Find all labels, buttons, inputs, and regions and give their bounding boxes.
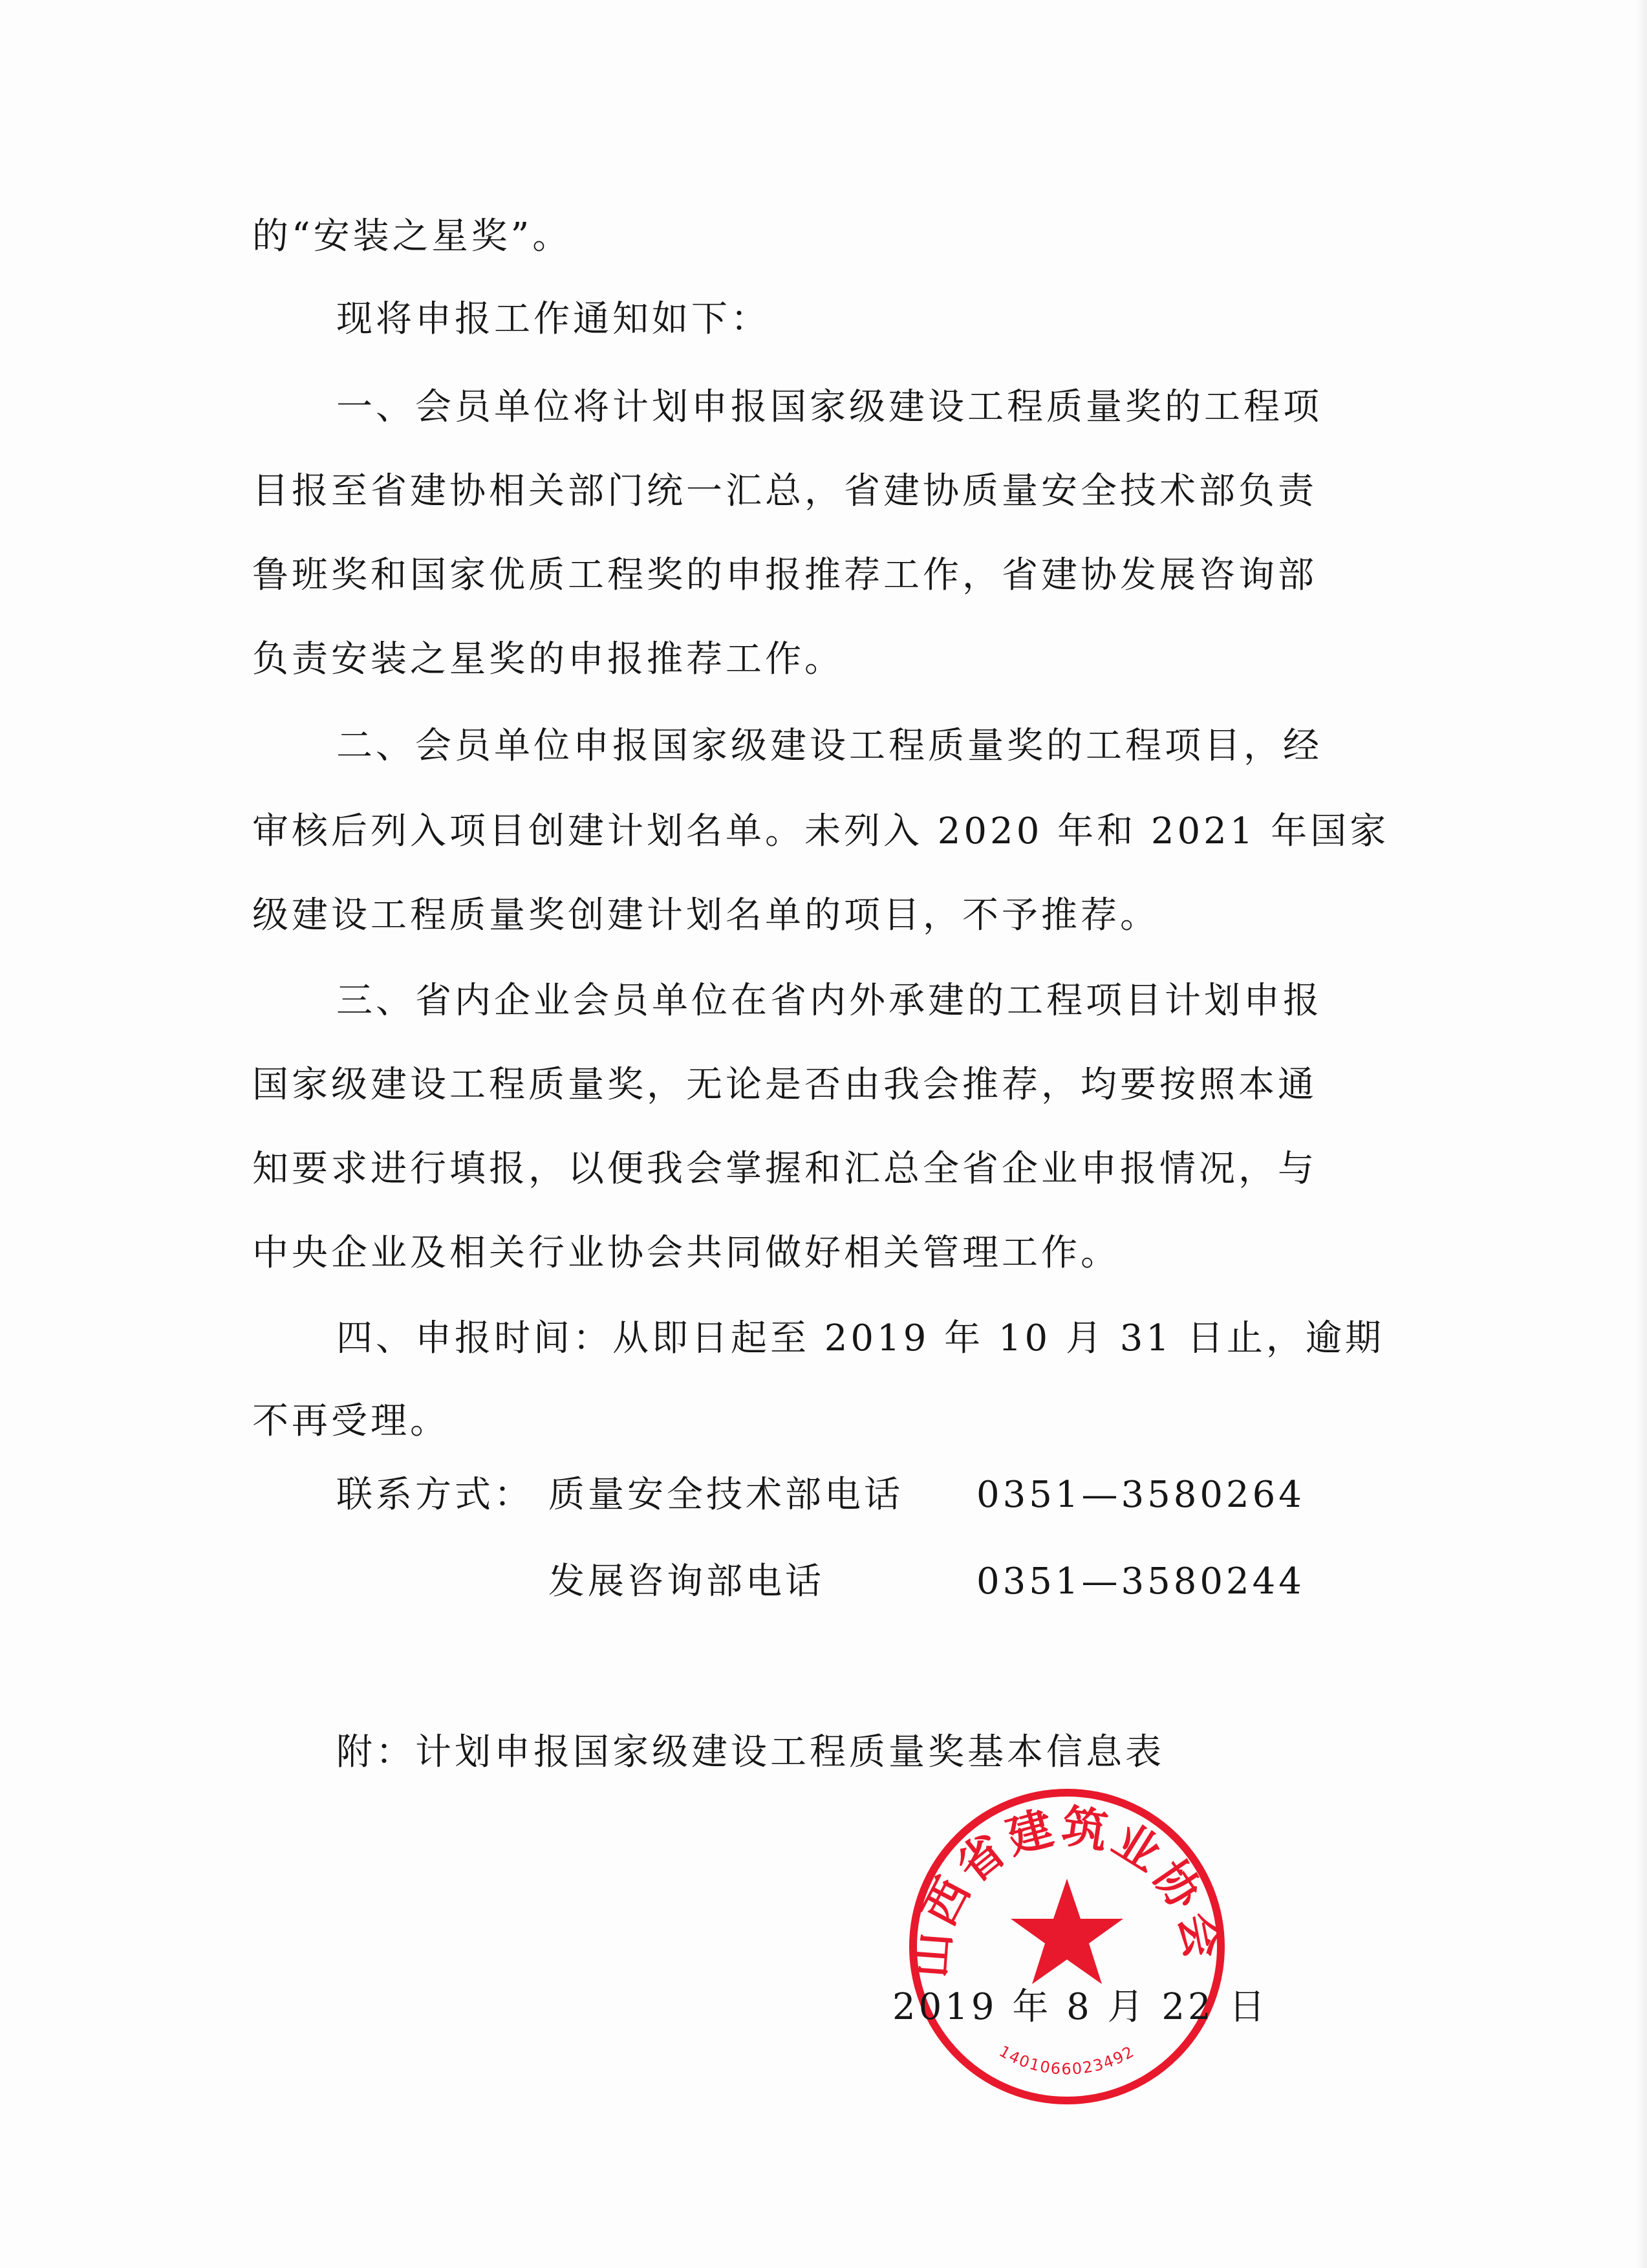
text-line-3: 一、会员单位将计划申报国家级建设工程质量奖的工程项 [336,386,1322,428]
seal-graphic [902,1782,1232,2111]
contact-phone-development: 0351—3580244 [976,1561,1305,1603]
text-line-14: 四、申报时间：从即日起至 2019 年 10 月 31 日止，逾期 [336,1317,1384,1359]
text-line-15: 不再受理。 [252,1400,449,1442]
text-line-13: 中央企业及相关行业协会共同做好相关管理工作。 [252,1232,1120,1274]
text-line-6: 负责安装之星奖的申报推荐工作。 [252,638,844,680]
seal-code: 1401066023492 [996,2042,1138,2079]
text-line-11: 国家级建设工程质量奖，无论是否由我会推荐，均要按照本通 [252,1064,1317,1106]
contact-dept-development: 发展咨询部电话 [548,1561,824,1603]
seal-org-name: 山西省建筑业协会 [903,1798,1231,1980]
text-line-1: 的“安装之星奖”。 [252,215,572,257]
text-line-2: 现将申报工作通知如下： [336,298,770,340]
text-line-9: 级建设工程质量奖创建计划名单的项目，不予推荐。 [252,894,1159,936]
text-line-12: 知要求进行填报，以便我会掌握和汇总全省企业申报情况，与 [252,1148,1317,1190]
official-seal [902,1782,1232,2111]
text-line-4: 目报至省建协相关部门统一汇总，省建协质量安全技术部负责 [252,470,1317,512]
text-line-5: 鲁班奖和国家优质工程奖的申报推荐工作，省建协发展咨询部 [252,554,1317,596]
contact-phone-quality: 0351—3580264 [976,1474,1305,1516]
contact-label: 联系方式： [336,1474,533,1516]
text-line-8: 审核后列入项目创建计划名单。未列入 2020 年和 2021 年国家 [252,810,1390,852]
scan-edge-shadow [1635,0,1647,2268]
document-date: 2019 年 8 月 22 日 [892,1986,1269,2028]
attachment-line: 附：计划申报国家级建设工程质量奖基本信息表 [336,1731,1165,1773]
text-line-10: 三、省内企业会员单位在省内外承建的工程项目计划申报 [336,980,1322,1022]
contact-dept-quality: 质量安全技术部电话 [548,1474,903,1516]
text-line-7: 二、会员单位申报国家级建设工程质量奖的工程项目，经 [336,725,1322,767]
